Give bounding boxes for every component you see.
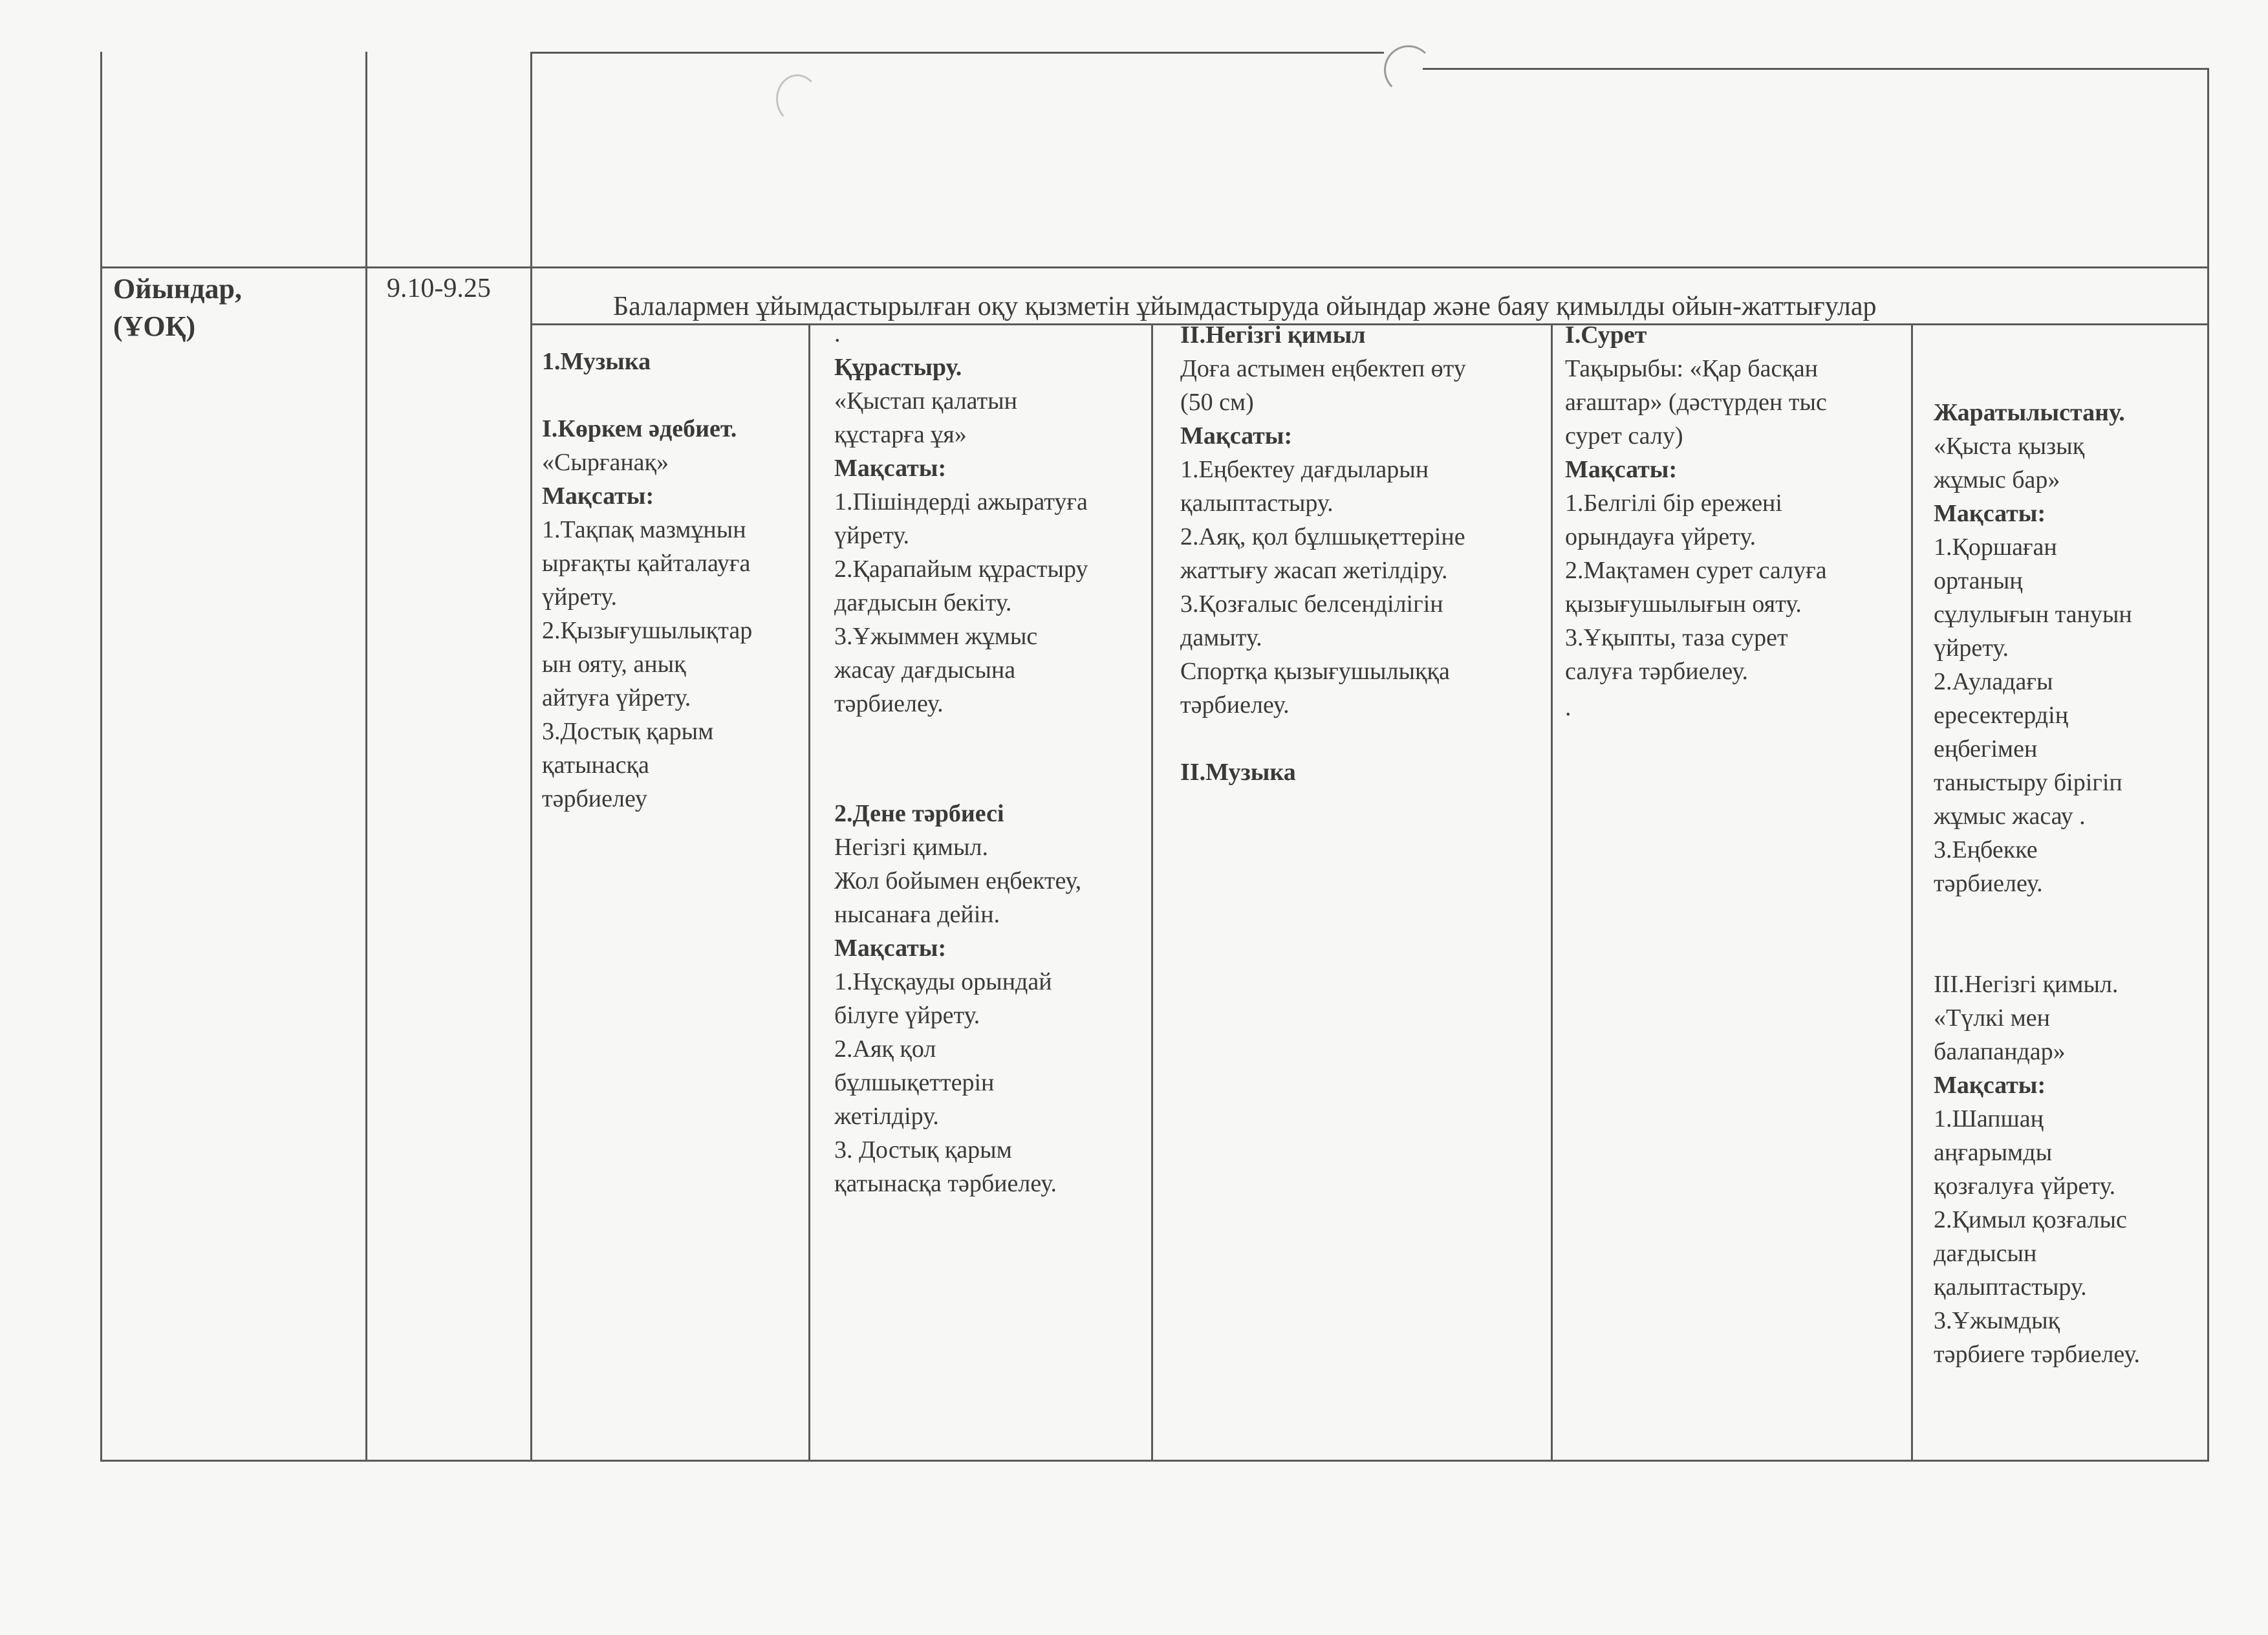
- col3-line: 3.Қозғалыс белсенділігін: [1180, 590, 1443, 618]
- col4-line: ағаштар» (дәстүрден тыс: [1565, 389, 1827, 416]
- col5-line: 3.Еңбекке: [1934, 836, 2038, 863]
- col1-line: тәрбиелеу: [542, 785, 647, 812]
- col5-line: тәрбиеге тәрбиелеу.: [1934, 1341, 2141, 1368]
- col5-line: еңбегімен: [1934, 735, 2038, 763]
- col2-line: құстарға ұя»: [834, 421, 967, 448]
- col5-line: қозғалуға үйрету.: [1934, 1173, 2116, 1200]
- col2-line: үйрету.: [834, 522, 910, 549]
- horizontal-line-top-right: [1423, 68, 2209, 70]
- col2-line: тәрбиелеу.: [834, 690, 944, 717]
- col3-goal-label: Мақсаты:: [1180, 422, 1293, 449]
- col3-line: 1.Еңбектеу дағдыларын: [1180, 456, 1429, 483]
- col2-line: нысанаға дейін.: [834, 901, 1000, 928]
- time-range: 9.10-9.25: [387, 274, 491, 303]
- col3-line: Доға астымен еңбектеп өту: [1180, 355, 1466, 382]
- col2-line: 1.Нұсқауды орындай: [834, 968, 1052, 995]
- vertical-line-col4: [1551, 323, 1553, 1462]
- col2-line: 3. Достық қарым: [834, 1136, 1012, 1164]
- column-2: [834, 317, 1145, 1200]
- vertical-line-left: [100, 52, 102, 1462]
- col3-line: 2.Аяқ, қол бұлшықеттеріне: [1180, 523, 1465, 550]
- col1-line: ын ояту, анық: [542, 651, 686, 678]
- col5-line: «Қыста қызық: [1934, 433, 2085, 460]
- col4-dot: .: [1565, 694, 1571, 721]
- col1-line: айтуға үйрету.: [542, 684, 691, 711]
- col4-title-drawing: І.Сурет: [1565, 321, 1647, 349]
- vertical-line-col5: [1911, 323, 1913, 1462]
- vertical-line-col2: [808, 323, 810, 1462]
- col2-line: дағдысын бекіту.: [834, 589, 1012, 616]
- col2-title-physical: 2.Дене тәрбиесі: [834, 800, 1004, 827]
- column-3: [1180, 318, 1549, 789]
- col5-line: 2.Қимыл қозғалыс: [1934, 1206, 2127, 1233]
- col3-line: дамыту.: [1180, 624, 1262, 651]
- col2-line: бұлшықеттерін: [834, 1069, 995, 1096]
- col4-line: 2.Мақтамен сурет салуға: [1565, 557, 1827, 584]
- col2-dot: .: [834, 320, 841, 347]
- col3-line: тәрбиелеу.: [1180, 691, 1290, 719]
- col5-line: тәрбиелеу.: [1934, 870, 2043, 897]
- vertical-line-time: [365, 52, 367, 1462]
- col5-title-movement: ІІІ.Негізгі қимыл.: [1934, 971, 2119, 998]
- section-label-line2: (ҰОҚ): [113, 310, 196, 342]
- col5-line: 2.Ауладағы: [1934, 668, 2053, 695]
- col5-line: таныстыру бірігіп: [1934, 769, 2122, 796]
- vertical-line-content-left: [530, 52, 532, 1462]
- col2-line: жасау дағдысына: [834, 656, 1016, 684]
- col5-line: «Түлкі мен: [1934, 1004, 2050, 1032]
- column-1: [542, 345, 801, 816]
- col5-line: сұлулығын тануын: [1934, 601, 2132, 628]
- col5-line: балапандар»: [1934, 1038, 2066, 1065]
- col2-title-construction: Құрастыру.: [834, 354, 962, 381]
- column-5: [1934, 396, 2205, 1371]
- hole-punch-mark-faint: [776, 74, 819, 124]
- col3-title-music: ІІ.Музыка: [1180, 759, 1296, 786]
- col5-line: дағдысын: [1934, 1240, 2037, 1267]
- col5-line: 3.Ұжымдық: [1934, 1307, 2060, 1334]
- col5-goal-label: Мақсаты:: [1934, 500, 2046, 527]
- col4-goal-label: Мақсаты:: [1565, 456, 1678, 483]
- col5-goal-label-2: Мақсаты:: [1934, 1072, 2046, 1099]
- col1-line: 2.Қызығушылықтар: [542, 617, 753, 644]
- column-4: [1565, 318, 1901, 724]
- col2-line: 3.Ұжыммен жұмыс: [834, 623, 1038, 650]
- col2-line: Жол бойымен еңбектеу,: [834, 867, 1082, 894]
- col3-line: (50 см): [1180, 389, 1254, 416]
- section-header: Балалармен ұйымдастырылған оқу қызметін ұйымдастыруда ойындар және баяу қимылды ойын-жаттығулар: [613, 292, 1877, 321]
- col2-line: қатынасқа тәрбиелеу.: [834, 1170, 1057, 1197]
- col3-line: қалыптастыру.: [1180, 490, 1334, 517]
- col4-line: Тақырыбы: «Қар басқан: [1565, 355, 1819, 382]
- col5-line: ересектердің: [1934, 702, 2069, 729]
- col1-line: 3.Достық қарым: [542, 718, 714, 745]
- col5-line: 1.Шапшаң: [1934, 1105, 2044, 1132]
- col5-line: 1.Қоршаған: [1934, 534, 2057, 561]
- col2-line: жетілдіру.: [834, 1103, 939, 1130]
- section-label-line1: Ойындар,: [113, 273, 243, 305]
- col2-goal-label: Мақсаты:: [834, 455, 947, 482]
- col1-title-music: 1.Музыка: [542, 348, 651, 375]
- col1-line: үйрету.: [542, 583, 618, 611]
- col4-line: сурет салу): [1565, 422, 1683, 449]
- col5-line: жұмыс бар»: [1934, 466, 2060, 493]
- col5-line: аңғарымды: [1934, 1139, 2053, 1166]
- section-label: [113, 270, 242, 345]
- col3-line: жаттығу жасап жетілдіру.: [1180, 557, 1448, 584]
- col1-goal-label: Мақсаты:: [542, 482, 654, 510]
- horizontal-line-top: [530, 52, 1384, 54]
- col2-line: 2.Қарапайым құрастыру: [834, 556, 1088, 583]
- col5-line: жұмыс жасау .: [1934, 803, 2086, 830]
- col3-line: Спортқа қызығушылыққа: [1180, 658, 1450, 685]
- col5-title-nature: Жаратылыстану.: [1934, 399, 2125, 426]
- col1-line: ырғақты қайталауға: [542, 550, 751, 577]
- col3-title-movement: ІІ.Негізгі қимыл: [1180, 321, 1366, 349]
- col1-line: 1.Тақпақ мазмұнын: [542, 516, 746, 543]
- col5-line: ортаның: [1934, 567, 2023, 594]
- col2-goal-label-2: Мақсаты:: [834, 935, 947, 962]
- col1-title-literature: І.Көркем әдебиет.: [542, 415, 737, 442]
- col2-line: Негізгі қимыл.: [834, 834, 988, 861]
- col1-line: «Сырғанақ»: [542, 449, 669, 476]
- horizontal-line-bottom: [100, 1460, 2209, 1462]
- col4-line: қызығушылығын ояту.: [1565, 590, 1802, 618]
- col2-line: 1.Пішіндерді ажыратуға: [834, 488, 1088, 515]
- hole-punch-mark: [1384, 45, 1433, 94]
- vertical-line-col3: [1151, 323, 1153, 1462]
- col4-line: салуға тәрбиелеу.: [1565, 658, 1749, 685]
- col1-line: қатынасқа: [542, 752, 649, 779]
- col4-line: орындауға үйрету.: [1565, 523, 1756, 550]
- col2-line: білуге үйрету.: [834, 1002, 980, 1029]
- col4-line: 3.Ұқыпты, таза сурет: [1565, 624, 1788, 651]
- col5-line: үйрету.: [1934, 634, 2009, 662]
- horizontal-line-row: [100, 266, 2209, 268]
- col2-line: 2.Аяқ қол: [834, 1035, 936, 1063]
- col2-line: «Қыстап қалатын: [834, 387, 1017, 415]
- vertical-line-right: [2207, 68, 2209, 1462]
- col4-line: 1.Белгілі бір ережені: [1565, 490, 1782, 517]
- col5-line: қалыптастыру.: [1934, 1273, 2087, 1301]
